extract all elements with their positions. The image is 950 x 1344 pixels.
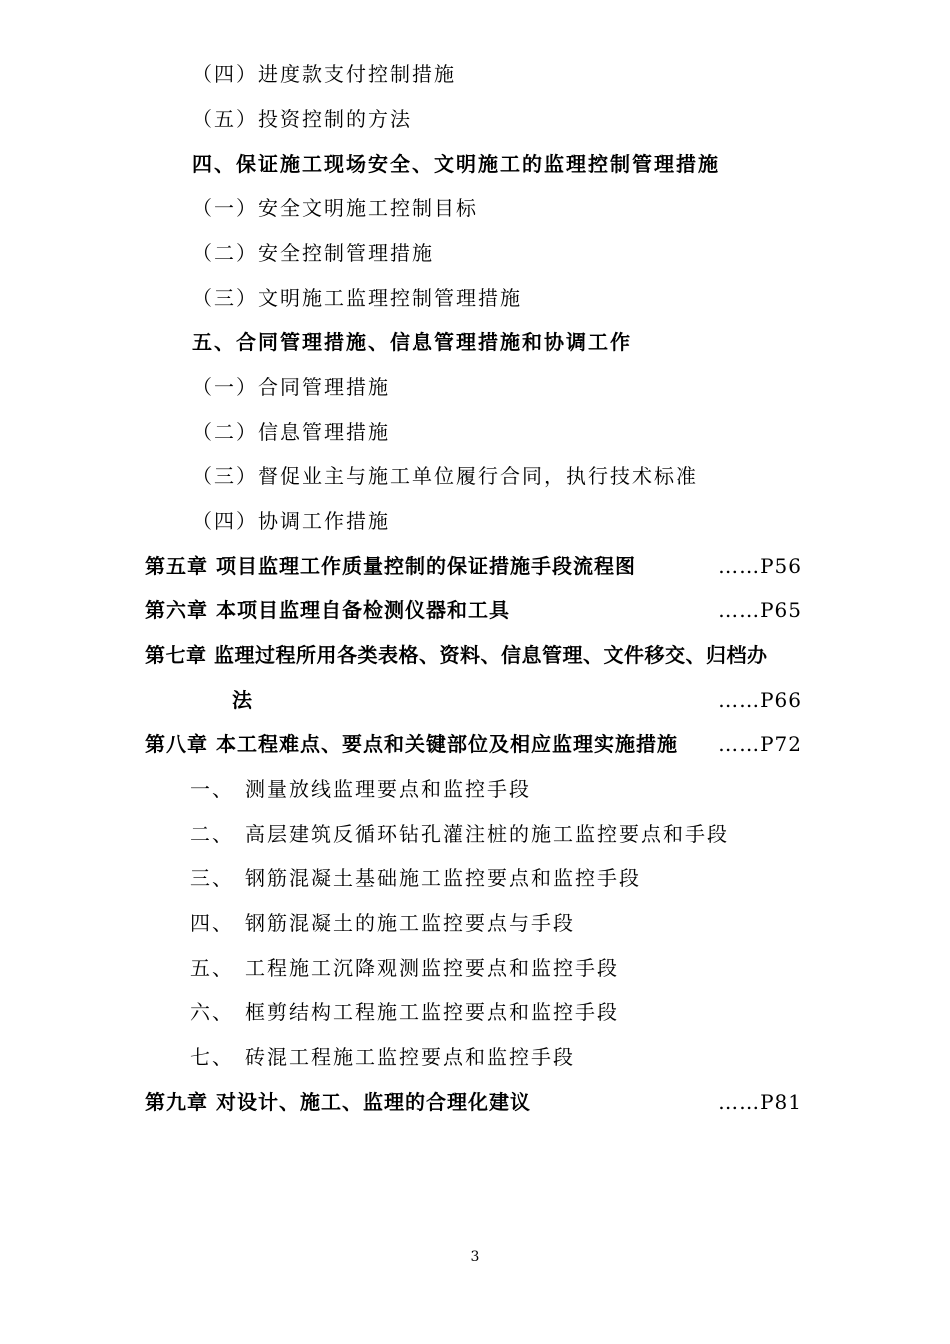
item-number: 三、 xyxy=(190,866,234,890)
toc-item xyxy=(190,777,531,801)
item-text: 钢筋混凝土的施工监控要点与手段 xyxy=(245,911,575,935)
chapter-title: 第五章 项目监理工作质量控制的保证措施手段流程图 xyxy=(145,554,636,578)
item-text: 测量放线监理要点和监控手段 xyxy=(245,777,531,801)
chapter-title: 第八章 本工程难点、要点和关键部位及相应监理实施措施 xyxy=(145,732,678,756)
toc-item xyxy=(190,911,575,935)
item-number: 五、 xyxy=(190,956,234,980)
item-number: 七、 xyxy=(190,1045,234,1069)
item-number: 六、 xyxy=(190,1000,234,1024)
item-number: 一、 xyxy=(190,777,234,801)
toc-item xyxy=(190,1000,619,1024)
toc-item: （二）安全控制管理措施 xyxy=(192,241,434,265)
item-number: 二、 xyxy=(190,822,234,846)
chapter-title: 第九章 对设计、施工、监理的合理化建议 xyxy=(145,1090,531,1114)
chapter-page: ……P65 xyxy=(718,598,802,622)
page-number: 3 xyxy=(470,1249,480,1265)
toc-item: （三）文明施工监理控制管理措施 xyxy=(192,286,522,310)
item-text: 砖混工程施工监控要点和监控手段 xyxy=(245,1045,575,1069)
item-text: 框剪结构工程施工监控要点和监控手段 xyxy=(245,1000,619,1024)
toc-item xyxy=(190,1045,575,1069)
chapter-page: ……P81 xyxy=(718,1090,802,1114)
toc-item: （一）安全文明施工控制目标 xyxy=(192,196,478,220)
section-heading: 五、合同管理措施、信息管理措施和协调工作 xyxy=(192,330,632,354)
chapter-title: 第七章 监理过程所用各类表格、资料、信息管理、文件移交、归档办 xyxy=(145,643,768,667)
chapter-page: ……P66 xyxy=(718,688,802,712)
chapter-title-continued: 法 xyxy=(232,688,254,712)
toc-item: （三）督促业主与施工单位履行合同，执行技术标准 xyxy=(192,464,698,488)
item-text: 钢筋混凝土基础施工监控要点和监控手段 xyxy=(245,866,641,890)
toc-item: （四）进度款支付控制措施 xyxy=(192,62,456,86)
chapter-page: ……P56 xyxy=(718,554,802,578)
toc-item xyxy=(190,822,729,846)
toc-item xyxy=(190,956,619,980)
toc-item: （五）投资控制的方法 xyxy=(192,107,412,131)
toc-item xyxy=(190,866,641,890)
item-text: 高层建筑反循环钻孔灌注桩的施工监控要点和手段 xyxy=(245,822,729,846)
section-heading: 四、保证施工现场安全、文明施工的监理控制管理措施 xyxy=(192,152,720,176)
chapter-page: ……P72 xyxy=(718,732,802,756)
toc-item: （四）协调工作措施 xyxy=(192,509,390,533)
item-number: 四、 xyxy=(190,911,234,935)
toc-item: （一）合同管理措施 xyxy=(192,375,390,399)
item-text: 工程施工沉降观测监控要点和监控手段 xyxy=(245,956,619,980)
chapter-title: 第六章 本项目监理自备检测仪器和工具 xyxy=(145,598,510,622)
toc-item: （二）信息管理措施 xyxy=(192,420,390,444)
